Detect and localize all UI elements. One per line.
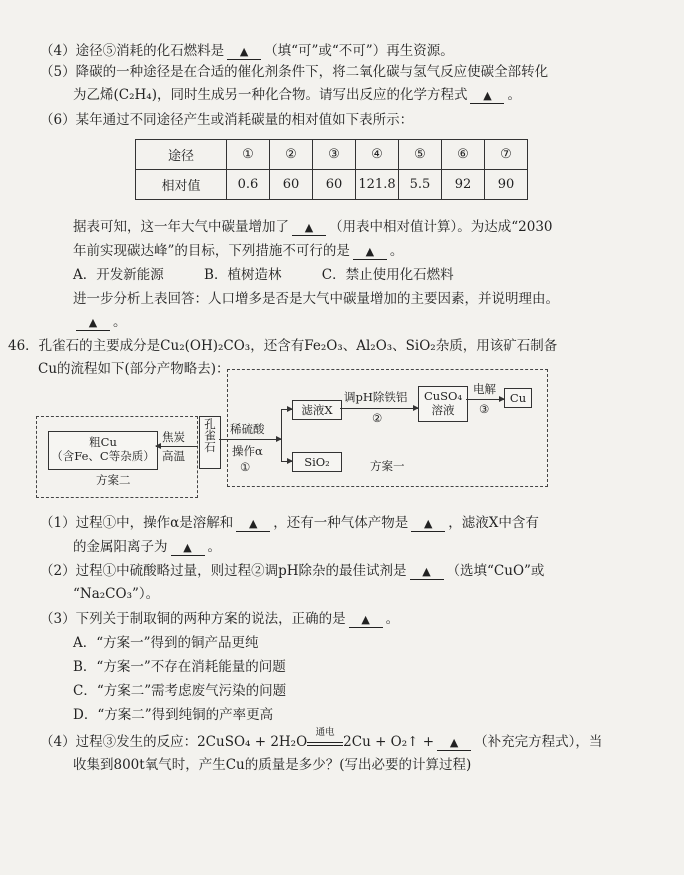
arrow-filtrate	[281, 409, 292, 410]
table-cell: 121.8	[356, 170, 399, 200]
answer-blank[interactable]: ▲	[76, 315, 110, 331]
op-a-label: 操作α	[232, 444, 263, 458]
s4-line2: 收集到800t氧气时，产生Cu的质量是多少？(写出必要的计算过程)	[73, 757, 472, 773]
acid-label: 稀硫酸	[230, 422, 265, 436]
table-cell: 60	[313, 170, 356, 200]
s3-option-d[interactable]: D．“方案二”得到纯铜的产率更高	[73, 707, 274, 723]
q6-line3: 年前实现碳达峰”的目标，下列措施不可行的是 ▲ 。	[73, 243, 404, 259]
adjust-ph-label: 调pH除铁铝	[344, 390, 408, 404]
arrow-to-crude-cu	[156, 446, 198, 447]
q6-line: （6）某年通过不同途径产生或消耗碳量的相对值如下表所示：	[40, 112, 414, 128]
arrow-step1	[219, 439, 281, 440]
s1-line1: （1）过程①中，操作α是溶解和 ▲ ，还有一种气体产物是 ▲ ，滤液X中含有	[40, 515, 539, 531]
s4-line1: （4）过程③发生的反应：2CuSO₄ + 2H₂O 通电 2Cu + O₂↑ + ▲ （补充完方程式），当	[40, 727, 603, 750]
cuso4-box: CuSO₄ 溶液	[418, 386, 468, 422]
answer-blank[interactable]: ▲	[236, 516, 270, 532]
table-cell: 92	[442, 170, 485, 200]
answer-blank[interactable]: ▲	[353, 244, 387, 260]
cu-box: Cu	[504, 388, 532, 408]
answer-blank[interactable]: ▲	[227, 44, 261, 60]
table-cell: 5.5	[399, 170, 442, 200]
q4-line: （4）途径⑤消耗的化石燃料是 ▲ （填“可”或“不可”）再生资源。	[40, 43, 454, 59]
table-cell: 90	[485, 170, 528, 200]
option-c[interactable]: C．禁止使用化石燃料	[321, 267, 454, 283]
table-header: ②	[270, 140, 313, 170]
answer-blank[interactable]: ▲	[292, 220, 326, 236]
electrolysis-label: 电解	[473, 382, 496, 396]
table-header: ⑦	[485, 140, 528, 170]
table-header: ⑤	[399, 140, 442, 170]
option-a[interactable]: A．开发新能源	[73, 267, 164, 283]
reaction-arrow: 通电	[307, 734, 343, 746]
arrow-step2	[340, 408, 418, 409]
q6-options	[73, 266, 454, 284]
q5-line1: （5）降碳的一种途径是在合适的催化剂条件下，将二氧化碳与氢气反应使碳全部转化	[40, 64, 549, 80]
option-b[interactable]: B．植树造林	[204, 267, 282, 283]
malachite-box: 孔雀石	[199, 416, 221, 469]
table-header: ③	[313, 140, 356, 170]
answer-blank[interactable]: ▲	[470, 88, 504, 104]
branch-line	[281, 409, 282, 461]
s3-option-b[interactable]: B．“方案一”不存在消耗能量的问题	[73, 659, 286, 675]
q6-line4: 进一步分析上表回答：人口增多是否是大气中碳量增加的主要因素，并说明理由。	[73, 291, 559, 307]
high-temp-label: 高温	[162, 449, 185, 463]
s3-option-c[interactable]: C．“方案二”需考虑废气污染的问题	[73, 683, 287, 699]
answer-blank[interactable]: ▲	[411, 516, 445, 532]
answer-blank[interactable]: ▲	[437, 735, 471, 751]
table-header: ①	[227, 140, 270, 170]
step3-label: ③	[479, 402, 490, 416]
arrow-sio2	[281, 461, 292, 462]
s3-line: （3）下列关于制取铜的两种方案的说法，正确的是 ▲ 。	[40, 611, 400, 627]
plan2-label: 方案二	[96, 473, 131, 487]
coke-label: 焦炭	[162, 430, 185, 444]
s3-option-a[interactable]: A．“方案一”得到的铜产品更纯	[73, 635, 259, 651]
data-table	[135, 139, 528, 200]
q5-line2: 为乙烯(C₂H₄)，同时生成另一种化合物。请写出反应的化学方程式 ▲ 。	[73, 87, 521, 103]
step2-label: ②	[372, 411, 383, 425]
crude-cu-box: 粗Cu （含Fe、C等杂质）	[48, 431, 158, 470]
q6-line2: 据表可知，这一年大气中碳量增加了 ▲ （用表中相对值计算）。为达成“2030	[73, 219, 553, 235]
sio2-box: SiO₂	[292, 452, 342, 472]
arrow-step3	[466, 399, 504, 400]
table-header: ⑥	[442, 140, 485, 170]
q46-line2: Cu的流程如下(部分产物略去)：	[38, 361, 230, 377]
answer-blank[interactable]: ▲	[410, 564, 444, 580]
table-header: 途径	[136, 140, 227, 170]
q46-line1: 46．孔雀石的主要成分是Cu₂(OH)₂CO₃，还含有Fe₂O₃、Al₂O₃、SiO₂杂质，用该矿石制备	[8, 338, 558, 354]
answer-blank[interactable]: ▲	[171, 540, 205, 556]
answer-blank[interactable]: ▲	[349, 612, 383, 628]
q6-line5: ▲ 。	[73, 313, 127, 331]
table-cell: 0.6	[227, 170, 270, 200]
filtrate-x-box: 滤液X	[292, 400, 342, 420]
table-row-label: 相对值	[136, 170, 227, 200]
s2-line2: “Na₂CO₃”）。	[73, 586, 160, 602]
plan1-label: 方案一	[370, 459, 405, 473]
s1-line2: 的金属阳离子为 ▲ 。	[73, 539, 221, 555]
s2-line1: （2）过程①中硫酸略过量，则过程②调pH除杂的最佳试剂是 ▲ （选填“CuO”或	[40, 563, 545, 579]
step1-label: ①	[240, 460, 251, 474]
table-cell: 60	[270, 170, 313, 200]
table-header: ④	[356, 140, 399, 170]
